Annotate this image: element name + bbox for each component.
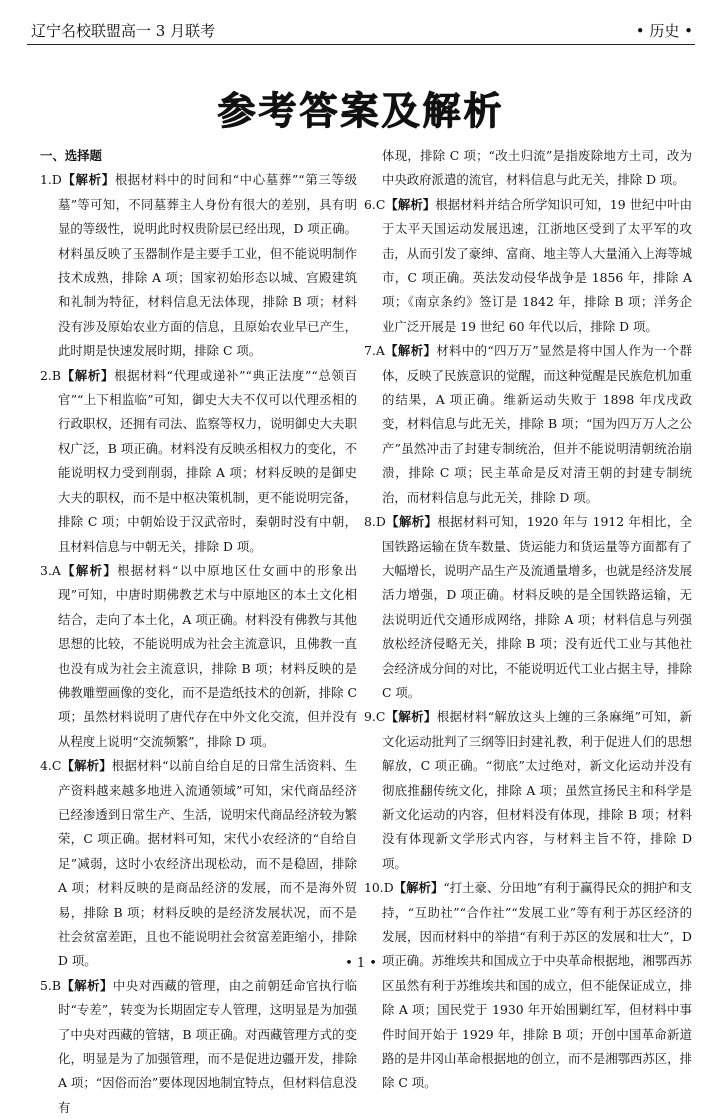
question-number: 3. [40,562,52,578]
right-column [364,144,692,1096]
analysis-text: 根据材料可知，1920 年与 1912 年相比，全国铁路运输在货车数量、货运能力和货运量等方面都有了大幅增长，说明产品生产及流通量增多，也就是经济发展活力增强，D 项正确。材料反映的是全国铁路运输，无法说明近代交通形成网络，排除 A 项；材料信息与列强放松经济侵略无关，排除 B 项；没有近代工业与其他社会经济成分间的对比，不能说明近代工业占据主导，排除 C 项。 [382,514,692,700]
answer-list-right [364,144,692,1096]
question-number: 2. [40,367,52,383]
answer-item [364,876,692,1096]
answer-letter: D [375,514,386,530]
answer-item [40,364,357,559]
answer-letter: A [51,562,61,578]
answer-item [40,754,357,974]
answer-letter: A [375,343,385,359]
left-column [40,144,357,1120]
analysis-tag: 【解析】 [61,758,112,774]
analysis-tag: 【解析】 [384,343,437,359]
answer-item [40,168,357,363]
analysis-text: 根据材料“代理或递补”“典正法度”“总领百官”“上下相监临”可知，御史大夫不仅可以代理丞相的行政职权，还拥有司法、监察等权力，说明御史大夫职权广泛，B 项正确。材料没有反映丞相权力的变化，不能说明权力受到削弱，排除 A 项；材料反映的是御史大夫的职权，而不是中枢决策机制，更不能说明完备，排除 C 项；中朝始设于汉武帝时，秦朝时没有中朝，且材料信息与中朝无关，排除 D 项。 [58,367,357,554]
answer-item [364,510,692,705]
answer-letter: C [375,196,386,212]
analysis-text: 根据材料“以前自给自足的日常生活资料、生产资料越来越多地进入流通领域”可知，宋代商品经济已经渗透到日常生产、生活，说明宋代商品经济较为繁荣，C 项正确。据材料可知，宋代小农经济的“自给自足”减弱，这时小农经济出现松动，而不是稳固，排除 A 项；材料反映的是商品经济的发展，而不是海外贸易，排除 B 项；材料反映的是经济发展状况，而不是社会贫富差距，且也不能说明社会贫富差距缩小，排除 D 项。 [58,758,358,969]
analysis-text: 根据材料并结合所学知识可知，19 世纪中叶由于太平天国运动发展迅速，江浙地区受到了太平军的攻击，从而引发了豪绅、富商、地主等人大量涌入上海等城市，C 项正确。英法发动侵华战争是 1856 年，排除 A 项；《南京条约》签订是 1842 年，排除 B 项；洋务企业广泛开展是 19 世纪 60 年代以后，排除 D 项。 [382,196,692,334]
answer-item [364,339,692,510]
answer-letter: C [375,709,386,725]
page-header [27,14,695,45]
question-number: 6. [364,196,376,212]
answer-item [40,974,357,1120]
answer-letter: B [51,367,61,383]
subject-label: • 历史 • [635,22,693,40]
exam-name: 辽宁名校联盟高一 3 月联考 [31,22,216,40]
question-number: 7. [364,343,376,359]
answer-item [364,705,692,876]
analysis-text: 材料中的“四万万”显然是将中国人作为一个群体，反映了民族意识的觉醒，而这种觉醒是民族危机加重的结果，A 项正确。维新运动失败于 1898 年戊戌政变，材料信息与此无关，排除 B 项；“国为四万万人之公产”虽然冲击了封建专制统治，但并不能说明清朝统治崩溃，排除 C 项；民主革命是反对清王朝的封建专制统治，而材料信息与此无关，排除 D 项。 [382,343,693,505]
answer-item [364,144,692,193]
analysis-tag: 【解析】 [60,977,113,993]
answer-list-left [40,168,357,1120]
analysis-text: 体现，排除 C 项；“改土归流”是指废除地方土司，改为中央政府派遣的流官，材料信息与此无关，排除 D 项。 [382,148,692,188]
analysis-tag: 【解析】 [393,880,444,896]
analysis-text: 根据材料中的时间和“中心墓葬”“第三等级墓”等可知，不同墓葬主人身份有很大的差别，具有明显的等级性，说明此时权贵阶层已经出现，D 项正确。材料虽反映了玉器制作是主要手工业，但不能说明制作技术成熟，排除 A 项；国家初始形态以城、宫殿建筑和礼制为特征，材料信息无法体现，排除 B 项；材料没有涉及原始农业方面的信息，且原始农业早已产生，此时期是快速发展时期，排除 C 项。 [58,172,357,359]
section-heading: 一、选择题 [40,148,102,163]
question-number: 8. [364,514,376,530]
answer-letter: D [51,172,62,188]
answer-letter: B [51,977,61,993]
question-number: 10. [364,880,384,896]
analysis-tag: 【解析】 [385,196,436,212]
analysis-tag: 【解析】 [61,172,115,188]
question-number: 9. [364,709,376,725]
analysis-text: “打土豪、分田地”有利于赢得民众的拥护和支持，“互助社”“合作社”“发展工业”等有利于苏区经济的发展，因而材料中的举措“有利于苏区的发展和壮大”，D 项正确。苏维埃共和国成立于中央革命根据地，湘鄂西苏区虽然有利于苏维埃共和国的成立，但不能保证成立，排除 A 项；国民党于 1930 年开始围剿红军，但材料中事件时间开始于 1929 年，排除 B 项；开创中国革命新道路的是井冈山革命根据地的创立，而不是湘鄂西苏区，排除 C 项。 [382,880,692,1091]
answer-letter: C [51,758,62,774]
analysis-tag: 【解析】 [385,709,437,725]
analysis-tag: 【解析】 [60,562,118,578]
analysis-tag: 【解析】 [385,514,438,530]
analysis-text: 根据材料“以中原地区仕女画中的形象出现”可知，中唐时期佛教艺术与中原地区的本土文化相结合，走向了本土化，A 项正确。材料没有佛教与其他思想的比较，不能说明成为社会主流意识，且佛教一直也没有成为社会主流意识，排除 B 项；材料反映的是佛教雕塑画像的变化，而不是造纸技术的创新，排除 C 项；虽然材料说明了唐代存在中外文化交流，但并没有从程度上说明“交流频繁”，排除 D 项。 [58,562,357,749]
analysis-text: 中央对西藏的管理，由之前朝廷命官执行临时“专差”，转变为长期固定专人管理，这明显是为加强了中央对西藏的管辖，B 项正确。对西藏管理方式的变化，明显是为了加强管理，而不是促进边疆开发，排除 A 项；“因俗而治”要体现因地制宜特点，但材料信息没有 [58,977,358,1115]
answer-item [364,193,692,339]
page-number: • 1 • [345,956,377,971]
question-number: 5. [40,977,52,993]
analysis-tag: 【解析】 [60,367,115,383]
answer-item [40,559,357,754]
page-title: 参考答案及解析 [217,89,505,133]
question-number: 1. [40,172,52,188]
analysis-text: 根据材料“解放这头上缠的三条麻绳”可知，新文化运动批判了三纲等旧封建礼教，利于促进人们的思想解放，C 项正确。“彻底”太过绝对，新文化运动并没有彻底推翻传统文化，排除 A 项；虽然宣扬民主和科学是新文化运动的内容，但材料没有体现，排除 B 项；材料没有体现新文学形式内容，与材料主旨不符，排除 D 项。 [382,709,693,871]
answer-letter: D [383,880,394,896]
question-number: 4. [40,758,52,774]
